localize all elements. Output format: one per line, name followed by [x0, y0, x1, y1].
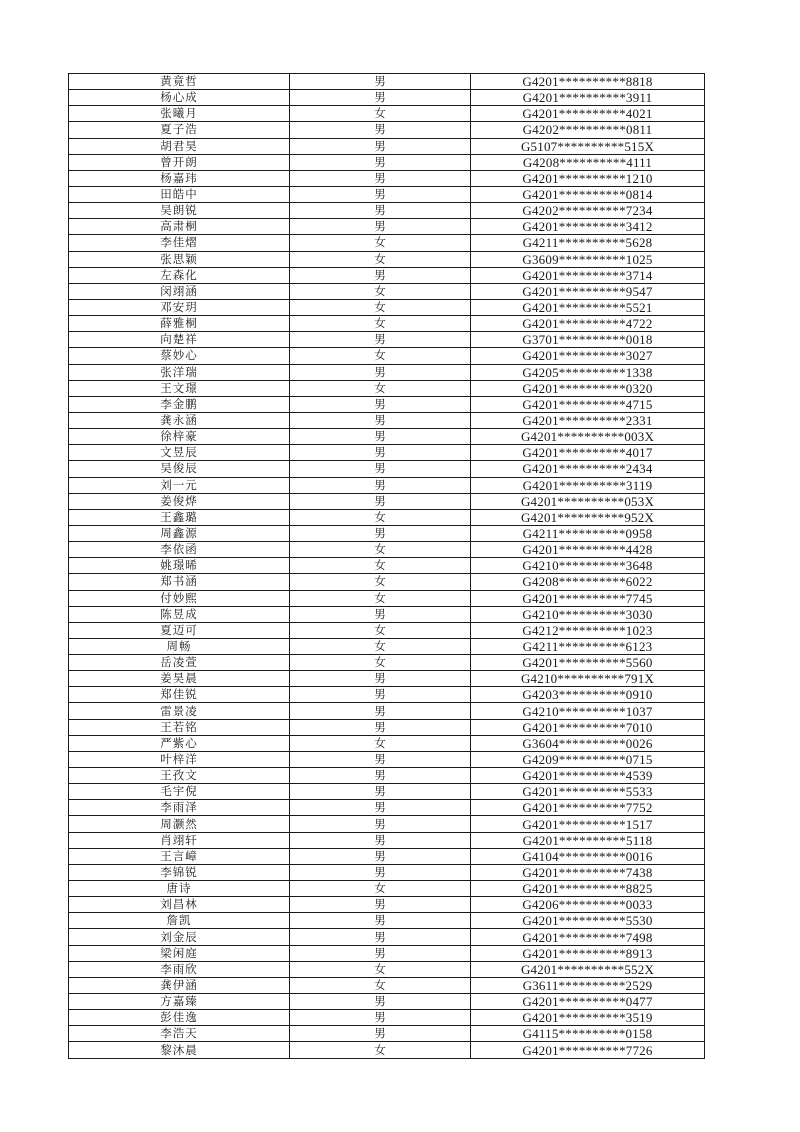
student-name-cell: 闵翊涵 — [69, 283, 290, 299]
student-name-cell: 唐诗 — [69, 881, 290, 897]
masked-id-cell: G4201**********8818 — [471, 74, 705, 90]
student-name-cell: 李金鹏 — [69, 396, 290, 412]
gender-cell: 男 — [290, 913, 471, 929]
student-name-cell: 周鑫源 — [69, 525, 290, 541]
masked-id-cell: G4201**********4017 — [471, 445, 705, 461]
masked-id-cell: G4201**********3412 — [471, 219, 705, 235]
table-row — [69, 816, 705, 832]
student-name-cell: 张思颖 — [69, 251, 290, 267]
gender-cell: 男 — [290, 74, 471, 90]
gender-cell: 男 — [290, 90, 471, 106]
student-name-cell: 郑书涵 — [69, 574, 290, 590]
student-name-cell: 邓安玥 — [69, 299, 290, 315]
table-row — [69, 558, 705, 574]
student-name-cell: 薛雅桐 — [69, 316, 290, 332]
masked-id-cell: G4201**********7438 — [471, 864, 705, 880]
student-name-cell: 向楚祥 — [69, 332, 290, 348]
table-row — [69, 74, 705, 90]
student-name-cell: 姜昊晨 — [69, 671, 290, 687]
gender-cell: 女 — [290, 251, 471, 267]
student-name-cell: 张曦月 — [69, 106, 290, 122]
gender-cell: 男 — [290, 1026, 471, 1042]
table-row — [69, 396, 705, 412]
student-name-cell: 黄竟哲 — [69, 74, 290, 90]
masked-id-cell: G4201**********7745 — [471, 590, 705, 606]
table-row — [69, 170, 705, 186]
student-name-cell: 徐梓豪 — [69, 429, 290, 445]
masked-id-cell: G4211**********0958 — [471, 525, 705, 541]
gender-cell: 女 — [290, 106, 471, 122]
masked-id-cell: G4201**********1210 — [471, 170, 705, 186]
student-name-cell: 张洋瑞 — [69, 364, 290, 380]
table-row — [69, 542, 705, 558]
masked-id-cell: G4201**********3119 — [471, 477, 705, 493]
table-row — [69, 429, 705, 445]
masked-id-cell: G4206**********0033 — [471, 897, 705, 913]
student-name-cell: 付妙熙 — [69, 590, 290, 606]
table-row — [69, 509, 705, 525]
student-name-cell: 李依函 — [69, 542, 290, 558]
masked-id-cell: G3701**********0018 — [471, 332, 705, 348]
table-row — [69, 687, 705, 703]
table-row — [69, 316, 705, 332]
table-row — [69, 493, 705, 509]
gender-cell: 男 — [290, 525, 471, 541]
table-row — [69, 235, 705, 251]
masked-id-cell: G4201**********7726 — [471, 1042, 705, 1058]
gender-cell: 男 — [290, 719, 471, 735]
masked-id-cell: G4208**********6022 — [471, 574, 705, 590]
masked-id-cell: G4201**********4428 — [471, 542, 705, 558]
gender-cell: 男 — [290, 671, 471, 687]
student-name-cell: 田皓中 — [69, 186, 290, 202]
table-row — [69, 929, 705, 945]
gender-cell: 女 — [290, 961, 471, 977]
table-row — [69, 251, 705, 267]
student-name-cell: 夏子浩 — [69, 122, 290, 138]
table-row — [69, 574, 705, 590]
masked-id-cell: G4201**********952X — [471, 509, 705, 525]
table-row — [69, 864, 705, 880]
masked-id-cell: G4201**********9547 — [471, 283, 705, 299]
masked-id-cell: G4210**********3648 — [471, 558, 705, 574]
table-row — [69, 977, 705, 993]
student-name-cell: 叶梓洋 — [69, 751, 290, 767]
student-name-cell: 黎沐晨 — [69, 1042, 290, 1058]
table-row — [69, 897, 705, 913]
gender-cell: 男 — [290, 864, 471, 880]
gender-cell: 男 — [290, 138, 471, 154]
gender-cell: 男 — [290, 929, 471, 945]
masked-id-cell: G4201**********8913 — [471, 945, 705, 961]
table-row — [69, 477, 705, 493]
masked-id-cell: G4209**********0715 — [471, 751, 705, 767]
table-row — [69, 283, 705, 299]
student-name-cell: 蔡妙心 — [69, 348, 290, 364]
masked-id-cell: G4201**********5530 — [471, 913, 705, 929]
table-row — [69, 994, 705, 1010]
masked-id-cell: G4210**********791X — [471, 671, 705, 687]
gender-cell: 男 — [290, 994, 471, 1010]
gender-cell: 男 — [290, 1010, 471, 1026]
gender-cell: 男 — [290, 364, 471, 380]
student-name-cell: 高肃桐 — [69, 219, 290, 235]
masked-id-cell: G4104**********0016 — [471, 848, 705, 864]
masked-id-cell: G4212**********1023 — [471, 622, 705, 638]
table-row — [69, 751, 705, 767]
table-row — [69, 1010, 705, 1026]
table-row — [69, 122, 705, 138]
student-name-cell: 严紫心 — [69, 735, 290, 751]
gender-cell: 女 — [290, 542, 471, 558]
table-row — [69, 525, 705, 541]
table-row — [69, 138, 705, 154]
gender-cell: 男 — [290, 768, 471, 784]
gender-cell: 男 — [290, 170, 471, 186]
student-name-cell: 王若铭 — [69, 719, 290, 735]
masked-id-cell: G4201**********4715 — [471, 396, 705, 412]
masked-id-cell: G4201**********0477 — [471, 994, 705, 1010]
masked-id-cell: G4201**********7010 — [471, 719, 705, 735]
masked-id-cell: G4201**********5118 — [471, 832, 705, 848]
student-name-cell: 龚伊涵 — [69, 977, 290, 993]
table-row — [69, 219, 705, 235]
gender-cell: 女 — [290, 638, 471, 654]
gender-cell: 女 — [290, 235, 471, 251]
gender-cell: 男 — [290, 832, 471, 848]
masked-id-cell: G4201**********1517 — [471, 816, 705, 832]
student-name-cell: 王鑫璐 — [69, 509, 290, 525]
masked-id-cell: G3609**********1025 — [471, 251, 705, 267]
table-row — [69, 445, 705, 461]
table-row — [69, 606, 705, 622]
gender-cell: 女 — [290, 316, 471, 332]
gender-cell: 男 — [290, 703, 471, 719]
student-name-cell: 毛宇倪 — [69, 784, 290, 800]
table-row — [69, 299, 705, 315]
student-name-cell: 王言嶂 — [69, 848, 290, 864]
gender-cell: 男 — [290, 122, 471, 138]
masked-id-cell: G4202**********7234 — [471, 203, 705, 219]
gender-cell: 男 — [290, 477, 471, 493]
masked-id-cell: G4201**********5533 — [471, 784, 705, 800]
masked-id-cell: G4201**********552X — [471, 961, 705, 977]
student-name-cell: 杨嘉玮 — [69, 170, 290, 186]
student-name-cell: 岳凌萱 — [69, 655, 290, 671]
masked-id-cell: G4203**********0910 — [471, 687, 705, 703]
student-name-cell: 李浩天 — [69, 1026, 290, 1042]
table-row — [69, 671, 705, 687]
gender-cell: 女 — [290, 735, 471, 751]
masked-id-cell: G4210**********1037 — [471, 703, 705, 719]
student-name-cell: 雷景凌 — [69, 703, 290, 719]
gender-cell: 女 — [290, 881, 471, 897]
gender-cell: 男 — [290, 332, 471, 348]
masked-id-cell: G4201**********5560 — [471, 655, 705, 671]
table-row — [69, 848, 705, 864]
gender-cell: 男 — [290, 606, 471, 622]
student-name-cell: 肖翊轩 — [69, 832, 290, 848]
masked-id-cell: G4201**********4539 — [471, 768, 705, 784]
student-name-cell: 周畅 — [69, 638, 290, 654]
table-row — [69, 332, 705, 348]
table-row — [69, 768, 705, 784]
student-name-cell: 胡君昊 — [69, 138, 290, 154]
student-name-cell: 詹凯 — [69, 913, 290, 929]
gender-cell: 男 — [290, 816, 471, 832]
student-name-cell: 龚永涵 — [69, 412, 290, 428]
student-name-cell: 刘昌林 — [69, 897, 290, 913]
student-name-cell: 方嘉臻 — [69, 994, 290, 1010]
table-row — [69, 267, 705, 283]
student-name-cell: 刘金辰 — [69, 929, 290, 945]
gender-cell: 女 — [290, 574, 471, 590]
masked-id-cell: G4201**********7498 — [471, 929, 705, 945]
masked-id-cell: G4201**********0814 — [471, 186, 705, 202]
masked-id-cell: G4211**********5628 — [471, 235, 705, 251]
student-name-cell: 曾开朗 — [69, 154, 290, 170]
gender-cell: 男 — [290, 751, 471, 767]
student-name-cell: 陈昱成 — [69, 606, 290, 622]
table-row — [69, 90, 705, 106]
masked-id-cell: G4211**********6123 — [471, 638, 705, 654]
gender-cell: 男 — [290, 429, 471, 445]
masked-id-cell: G4201**********0320 — [471, 380, 705, 396]
gender-cell: 男 — [290, 784, 471, 800]
gender-cell: 男 — [290, 412, 471, 428]
gender-cell: 女 — [290, 655, 471, 671]
table-row — [69, 913, 705, 929]
masked-id-cell: G3611**********2529 — [471, 977, 705, 993]
masked-id-cell: G4208**********4111 — [471, 154, 705, 170]
masked-id-cell: G4201**********003X — [471, 429, 705, 445]
student-name-cell: 周灏然 — [69, 816, 290, 832]
gender-cell: 女 — [290, 558, 471, 574]
masked-id-cell: G4202**********0811 — [471, 122, 705, 138]
masked-id-cell: G4201**********7752 — [471, 800, 705, 816]
masked-id-cell: G4201**********2331 — [471, 412, 705, 428]
gender-cell: 男 — [290, 203, 471, 219]
table-row — [69, 881, 705, 897]
student-name-cell: 李雨欣 — [69, 961, 290, 977]
gender-cell: 男 — [290, 267, 471, 283]
gender-cell: 女 — [290, 977, 471, 993]
gender-cell: 女 — [290, 622, 471, 638]
table-row — [69, 364, 705, 380]
table-row — [69, 735, 705, 751]
table-row — [69, 186, 705, 202]
gender-cell: 女 — [290, 509, 471, 525]
masked-id-cell: G5107**********515X — [471, 138, 705, 154]
table-row — [69, 154, 705, 170]
student-name-cell: 王孜文 — [69, 768, 290, 784]
table-row — [69, 412, 705, 428]
gender-cell: 男 — [290, 848, 471, 864]
table-row — [69, 203, 705, 219]
student-name-cell: 梁闲庭 — [69, 945, 290, 961]
table-row — [69, 945, 705, 961]
gender-cell: 女 — [290, 380, 471, 396]
masked-id-cell: G4210**********3030 — [471, 606, 705, 622]
masked-id-cell: G4201**********4021 — [471, 106, 705, 122]
student-name-cell: 郑佳锐 — [69, 687, 290, 703]
masked-id-cell: G4201**********3027 — [471, 348, 705, 364]
student-name-cell: 刘一元 — [69, 477, 290, 493]
table-row — [69, 655, 705, 671]
gender-cell: 男 — [290, 396, 471, 412]
masked-id-cell: G4201**********4722 — [471, 316, 705, 332]
student-name-cell: 吴俊辰 — [69, 461, 290, 477]
masked-id-cell: G4201**********3519 — [471, 1010, 705, 1026]
gender-cell: 男 — [290, 154, 471, 170]
student-name-cell: 姚璟晞 — [69, 558, 290, 574]
gender-cell: 男 — [290, 445, 471, 461]
gender-cell: 男 — [290, 687, 471, 703]
table-row — [69, 703, 705, 719]
masked-id-cell: G4205**********1338 — [471, 364, 705, 380]
student-name-cell: 左森化 — [69, 267, 290, 283]
student-name-cell: 李锦锐 — [69, 864, 290, 880]
gender-cell: 男 — [290, 897, 471, 913]
student-name-cell: 杨心成 — [69, 90, 290, 106]
gender-cell: 男 — [290, 219, 471, 235]
table-row — [69, 961, 705, 977]
table-row — [69, 590, 705, 606]
table-row — [69, 380, 705, 396]
student-name-cell: 李佳熠 — [69, 235, 290, 251]
student-roster-table — [68, 73, 705, 1059]
gender-cell: 女 — [290, 283, 471, 299]
student-name-cell: 彭佳逸 — [69, 1010, 290, 1026]
table-row — [69, 784, 705, 800]
masked-id-cell: G4201**********053X — [471, 493, 705, 509]
student-name-cell: 吴朗锐 — [69, 203, 290, 219]
student-name-cell: 夏迈可 — [69, 622, 290, 638]
student-name-cell: 李雨泽 — [69, 800, 290, 816]
gender-cell: 女 — [290, 590, 471, 606]
table-row — [69, 1026, 705, 1042]
table-row — [69, 1042, 705, 1058]
student-name-cell: 姜俊烨 — [69, 493, 290, 509]
table-row — [69, 348, 705, 364]
masked-id-cell: G4201**********8825 — [471, 881, 705, 897]
table-row — [69, 461, 705, 477]
masked-id-cell: G3604**********0026 — [471, 735, 705, 751]
masked-id-cell: G4201**********3714 — [471, 267, 705, 283]
gender-cell: 女 — [290, 348, 471, 364]
masked-id-cell: G4201**********3911 — [471, 90, 705, 106]
student-name-cell: 王文璟 — [69, 380, 290, 396]
table-row — [69, 832, 705, 848]
table-row — [69, 638, 705, 654]
gender-cell: 男 — [290, 945, 471, 961]
masked-id-cell: G4115**********0158 — [471, 1026, 705, 1042]
table-row — [69, 622, 705, 638]
masked-id-cell: G4201**********5521 — [471, 299, 705, 315]
gender-cell: 女 — [290, 299, 471, 315]
gender-cell: 男 — [290, 800, 471, 816]
table-row — [69, 800, 705, 816]
gender-cell: 女 — [290, 1042, 471, 1058]
gender-cell: 男 — [290, 186, 471, 202]
gender-cell: 男 — [290, 493, 471, 509]
student-name-cell: 文昱辰 — [69, 445, 290, 461]
table-row — [69, 719, 705, 735]
masked-id-cell: G4201**********2434 — [471, 461, 705, 477]
roster-table-body — [69, 74, 705, 1059]
gender-cell: 男 — [290, 461, 471, 477]
table-row — [69, 106, 705, 122]
